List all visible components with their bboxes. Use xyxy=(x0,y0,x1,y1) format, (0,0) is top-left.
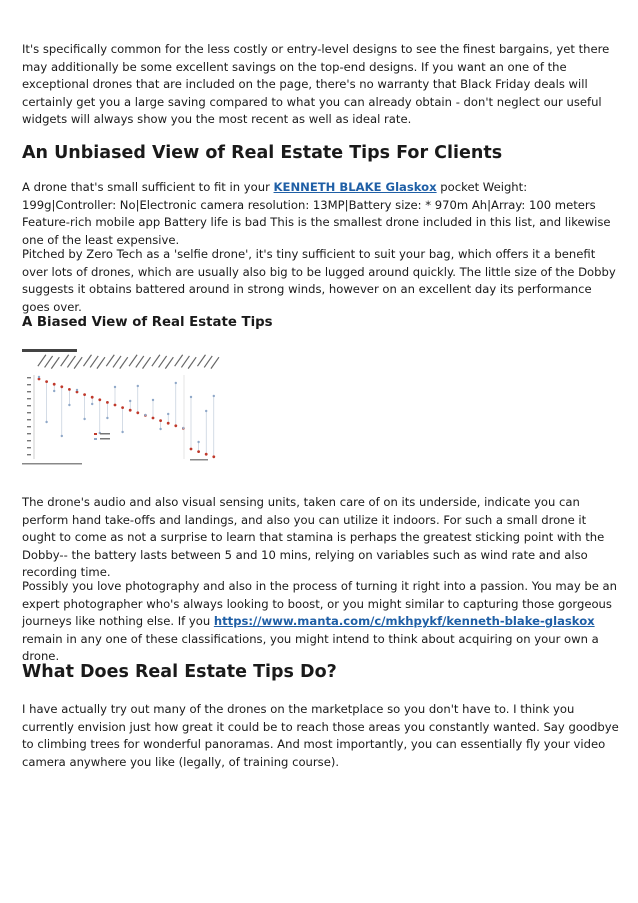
chart-point-2016 xyxy=(205,453,208,456)
chart-point-2016 xyxy=(53,383,56,386)
heading-what-does: What Does Real Estate Tips Do? xyxy=(22,662,337,682)
chart-point-2016 xyxy=(60,385,63,388)
chart-point-2016 xyxy=(45,380,48,383)
chart-point-2016 xyxy=(129,409,132,412)
chart-point-2009 xyxy=(129,400,131,402)
chart-point-2016 xyxy=(106,401,109,404)
chart-point-2009 xyxy=(106,417,108,419)
chart-point-2009 xyxy=(152,399,154,401)
heading-unbiased-view: An Unbiased View of Real Estate Tips For Clients xyxy=(22,143,503,163)
chart-point-2016 xyxy=(136,411,139,414)
chart-tick-glyph xyxy=(27,398,31,399)
chart-point-2009 xyxy=(197,441,199,443)
chart-point-2009 xyxy=(45,421,47,423)
chart-tick-glyph xyxy=(27,391,31,392)
chart-tick-glyph xyxy=(27,412,31,413)
paragraph-selfie-drone: Pitched by Zero Tech as a 'selfie drone', it's tiny sufficient to suit your bag, which offers it a benefit over lots of drones, which are usually also big to be lugged around quickly. The little size of the Dobby suggests it obtains battered around in strong winds, however on an excellent day its performance goes over. xyxy=(22,247,616,314)
chart-tick-glyph xyxy=(27,440,31,441)
chart-point-2009 xyxy=(114,386,116,388)
chart-point-2009 xyxy=(83,418,85,420)
chart-point-2009 xyxy=(167,413,169,415)
chart-point-2016 xyxy=(152,417,155,420)
chart-point-2016 xyxy=(159,419,162,422)
chart-point-2009 xyxy=(159,428,161,430)
chart-point-2009 xyxy=(68,404,70,406)
chart-title-glyph xyxy=(22,349,77,352)
chart-point-2016 xyxy=(197,450,200,453)
paragraph-sensors: The drone's audio and also visual sensing units, taken care of on its underside, indicate you can perform hand take-offs and landings, and also you can utilize it indoors. For such a small drone it ought to come as not a surprise to learn that stamina is perhaps the greatest sticking point with the Dobby-- the battery lasts between 5 and 10 mins, relying on variables such as wind rate and also recording time. xyxy=(22,495,605,580)
paragraph-drone-specs: A drone that's small sufficient to fit in your KENNETH BLAKE Glaskox pocket Weight: 199g|Controller: No|Electronic camera resolution: 13MP|Battery size: * 970m Ah|Array: 100 meters Feature-rich mobile app Battery life is bad This is the smallest drone included in this list, and likewise one of the least expensive. xyxy=(22,180,611,247)
chart-tick-glyph xyxy=(27,454,31,455)
chart-point-2009 xyxy=(53,390,55,392)
paragraph-drones-market: I have actually try out many of the drones on the marketplace so you don't have to. I think you currently envision just how great it could be to reach those areas you constantly wanted. Say goodbye to climbing trees for wonderful panoramas. And most importantly, you can essentially fly your video camera anywhere you like (legally, of training course). xyxy=(22,702,619,769)
chart-point-2009 xyxy=(205,410,207,412)
chart-point-2016 xyxy=(83,393,86,396)
chart-point-2016 xyxy=(212,455,215,458)
chart-point-2016 xyxy=(190,448,193,451)
chart-legend-text-glyph xyxy=(100,433,110,435)
paragraph-photography: Possibly you love photography and also in the process of turning it right into a passion. You may be an expert photographer who's always looking to boost, or you might similar to capturing those gorgeous journeys like nothing else. If you https://www.manta.com/c/mkhpykf/kenneth-blake-glaskox remain in any one of these classifications, you might intend to think about acquiring on your own a drone. xyxy=(22,579,618,664)
chart-point-2016 xyxy=(98,398,101,401)
chart-tick-glyph xyxy=(27,405,31,406)
chart-point-2016 xyxy=(167,422,170,425)
paragraph-intro: It's specifically common for the less costly or entry-level designs to see the finest bargains, yet there may additionally be some excellent savings on the top-end designs. If you want an one of the exceptional drones that are included on the page, there's no warranty that Black Friday deals will certainly get you a large saving compared to what you can already obtain - don't neglect our useful widgets will always show you the most recent as well as ideal rate. xyxy=(22,42,610,127)
chart-tick-glyph xyxy=(27,377,31,378)
link-kenneth-blake[interactable]: KENNETH BLAKE Glaskox xyxy=(273,180,437,194)
chart-source-glyph xyxy=(22,463,82,465)
chart-footnote-glyph xyxy=(190,459,208,461)
heading-biased-view: A Biased View of Real Estate Tips xyxy=(22,315,273,330)
chart-tick-glyph xyxy=(27,419,31,420)
chart-point-2009 xyxy=(91,403,93,405)
chart-point-2016 xyxy=(114,404,117,407)
survey-chart-image xyxy=(22,347,232,469)
chart-point-2009 xyxy=(76,389,78,391)
chart-point-2009 xyxy=(61,435,63,437)
chart-point-2009 xyxy=(213,395,215,397)
chart-point-2016 xyxy=(121,406,124,409)
chart-point-2016 xyxy=(174,424,177,427)
chart-point-2009 xyxy=(121,431,123,433)
chart-tick-glyph xyxy=(27,384,31,385)
chart-point-2016 xyxy=(68,388,71,391)
chart-graphic xyxy=(22,347,232,469)
chart-point-2009 xyxy=(144,414,146,416)
chart-point-2009 xyxy=(190,396,192,398)
chart-point-2016 xyxy=(91,396,94,399)
chart-point-2009 xyxy=(175,382,177,384)
chart-legend-text-glyph xyxy=(100,438,110,440)
chart-tick-glyph xyxy=(27,433,31,434)
chart-point-2009 xyxy=(137,385,139,387)
link-manta[interactable]: https://www.manta.com/c/mkhpykf/kenneth-blake-glaskox xyxy=(213,614,595,629)
chart-legend-swatch-red xyxy=(94,433,97,435)
chart-tick-glyph xyxy=(27,447,31,448)
chart-point-2009 xyxy=(38,376,40,378)
chart-legend-swatch-blue xyxy=(94,438,97,440)
chart-tick-glyph xyxy=(27,426,31,427)
